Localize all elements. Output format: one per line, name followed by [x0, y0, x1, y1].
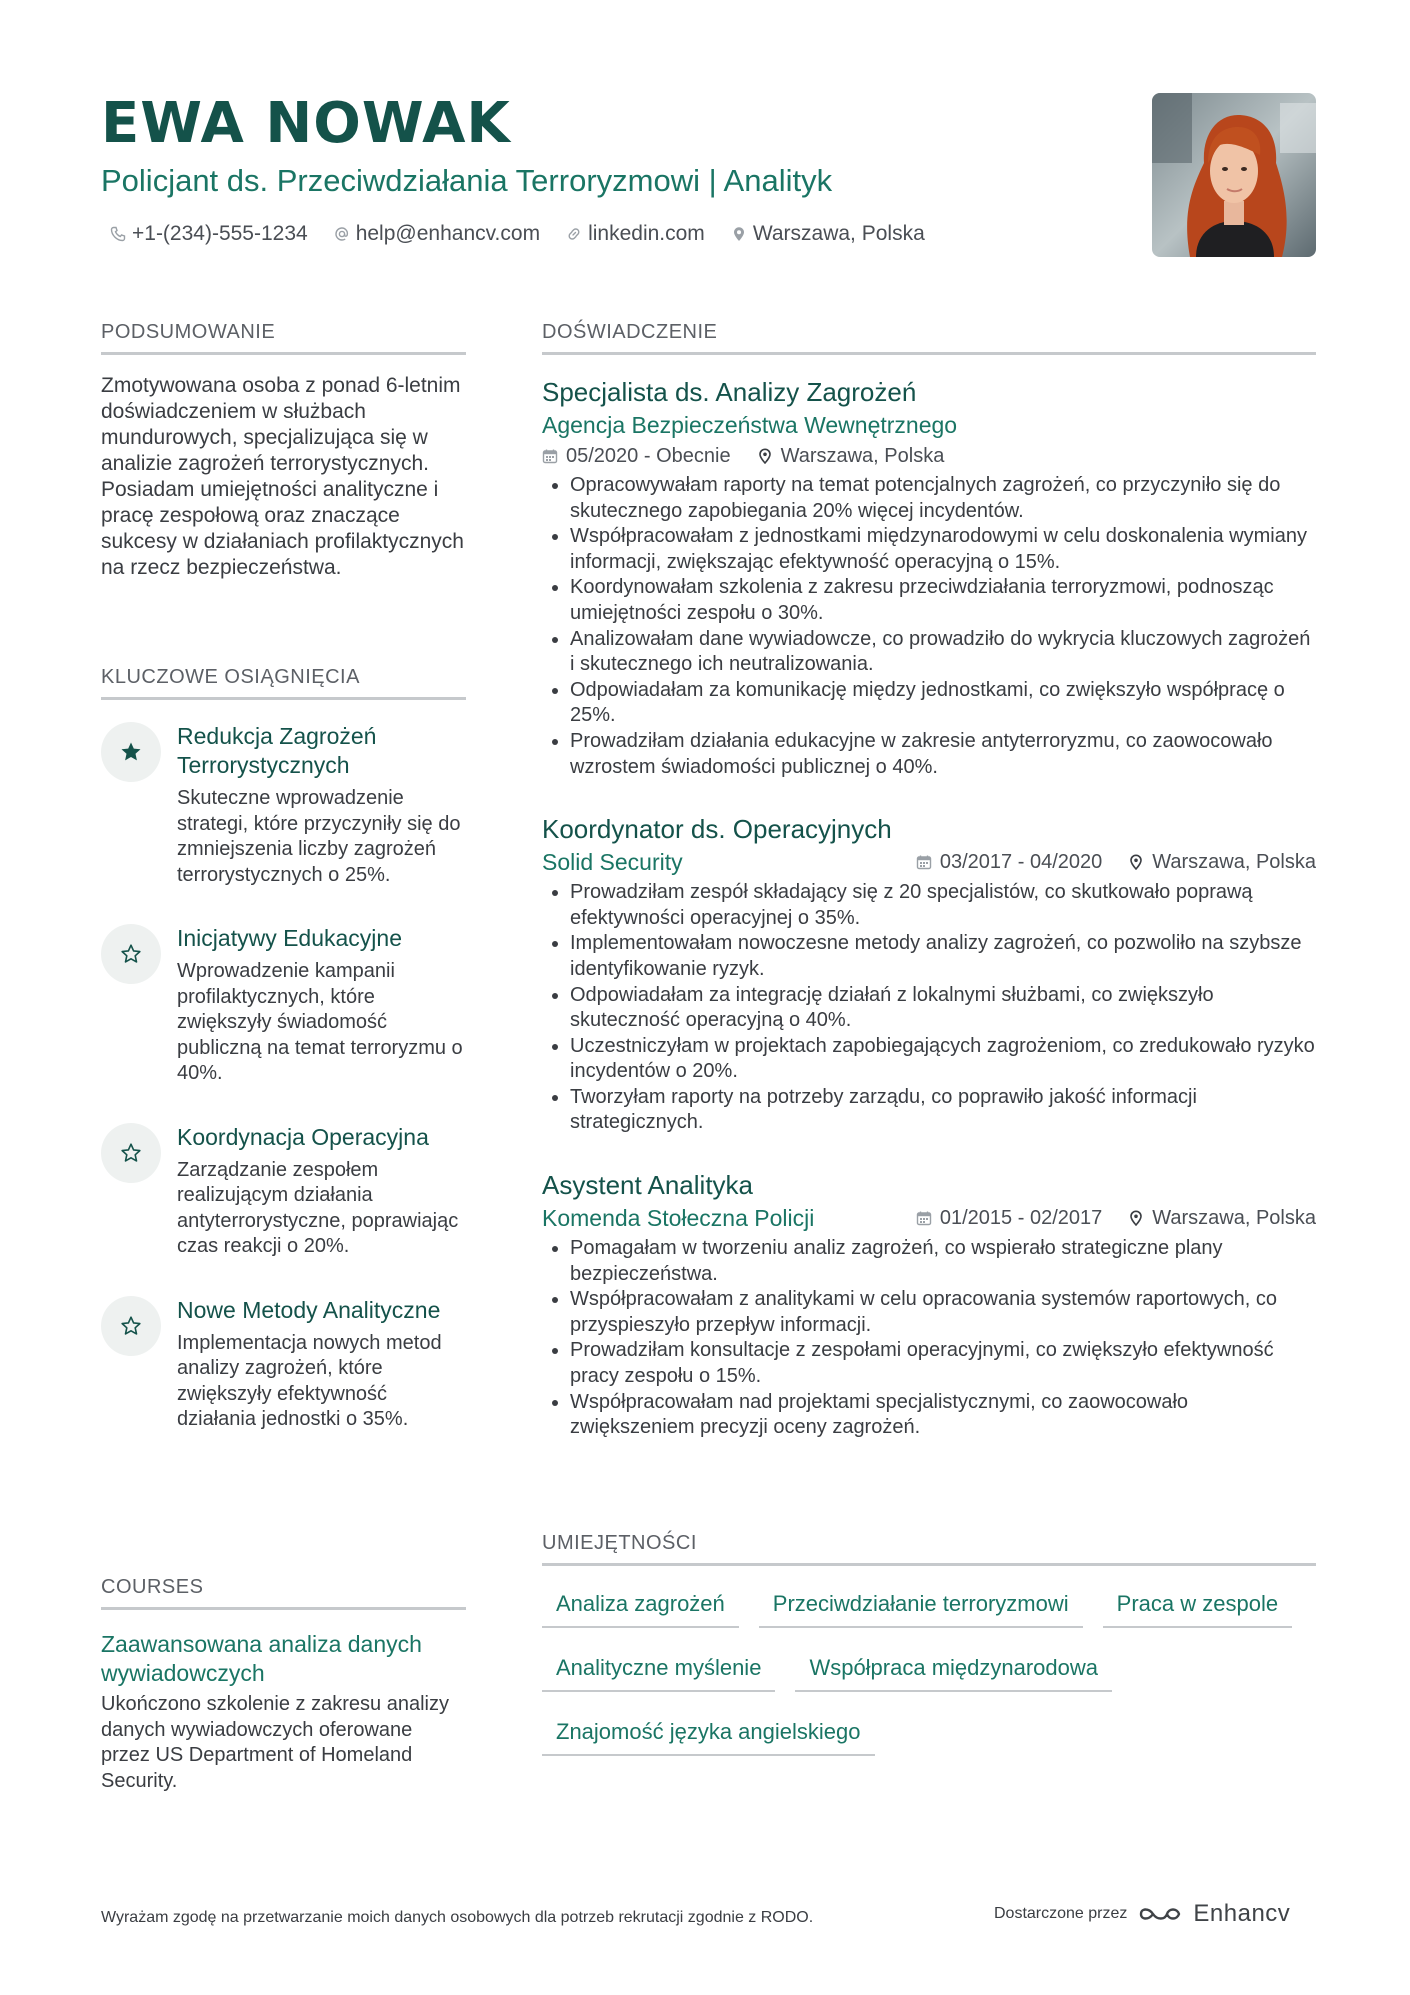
summary-text: Zmotywowana osoba z ponad 6-letnim doświadczeniem w służbach mundurowych, specjalizująca się w analizie zagrożeń terrorystycznych. Posiadam umiejętności analityczne i pracę zespołową oraz znaczące sukcesy w działaniach profilaktycznych na rzecz bezpieczeństwa. [101, 374, 464, 579]
achievement-item [101, 1123, 466, 1260]
job-bullets [542, 880, 1316, 1136]
powered-by-label: Dostarczone przez [994, 1905, 1128, 1922]
contact-location [731, 218, 925, 250]
achievements-title: KLUCZOWE OSIĄGNIĘCIA [101, 663, 466, 700]
location-pin-icon [1128, 1210, 1144, 1226]
contact-phone [110, 218, 308, 250]
job-bullet: • Opracowywałam raporty na temat potencjalnych zagrożeń, co przyczyniło się do skutecznego zapobiegania 20% więcej incydentów. [570, 473, 1316, 524]
course-title: Zaawansowana analiza danych wywiadowczych [101, 1631, 422, 1686]
job-company: Agencja Bezpieczeństwa Wewnętrznego [542, 412, 958, 438]
location-pin-icon [1128, 854, 1144, 870]
job-location-text: Warszawa, Polska [1152, 851, 1316, 874]
achievement-icon-badge [101, 1296, 161, 1356]
star-outline-icon [119, 1314, 143, 1338]
achievement-title: Inicjatywy Edukacyjne [177, 925, 402, 951]
calendar-icon [542, 448, 558, 464]
job-location-text: Warszawa, Polska [1152, 1207, 1316, 1230]
job-meta [916, 1203, 1316, 1233]
job-location [1128, 1203, 1316, 1233]
job-entry [542, 812, 1316, 1136]
skill-tag: Analityczne myślenie [542, 1648, 775, 1692]
job-dates-text: 05/2020 - Obecnie [566, 445, 731, 467]
contact-linkedin-text[interactable]: linkedin.com [588, 222, 705, 245]
summary-title: PODSUMOWANIE [101, 318, 466, 355]
star-outline-icon [119, 942, 143, 966]
link-icon [566, 226, 582, 242]
brand-name: Enhancv [1193, 1900, 1291, 1927]
contact-phone-text: +1-(234)-555-1234 [132, 222, 308, 245]
job-location [757, 441, 945, 471]
job-bullet: • Implementowałam nowoczesne metody analizy zagrożeń, co pozwoliło na szybsze identyfikowanie ryzyk. [570, 931, 1316, 982]
location-pin-icon [731, 226, 747, 242]
skill-tag: Analiza zagrożeń [542, 1584, 739, 1628]
achievement-icon-badge [101, 1123, 161, 1183]
powered-by[interactable] [994, 1900, 1290, 1928]
contact-email[interactable] [334, 218, 540, 250]
contact-email-text[interactable]: help@enhancv.com [355, 222, 541, 245]
achievement-desc: Implementacja nowych metod analizy zagrożeń, które zwiększyły efektywność działania jednostki o 35%. [177, 1331, 442, 1430]
job-title: Asystent Analityka [542, 1170, 753, 1201]
job-title: Specjalista ds. Analizy Zagrożeń [542, 377, 917, 407]
job-bullet: • Odpowiadałam za komunikację między jednostkami, co zwiększyło współpracę o 25%. [570, 678, 1316, 729]
consent-note: Wyrażam zgodę na przetwarzanie moich danych osobowych dla potrzeb rekrutacji zgodnie z RODO. [101, 1909, 814, 1926]
skill-tag: Praca w zespole [1103, 1584, 1292, 1628]
calendar-icon [916, 1210, 932, 1226]
contact-location-text: Warszawa, Polska [752, 222, 925, 245]
job-dates [916, 847, 1102, 877]
achievement-desc: Wprowadzenie kampanii profilaktycznych, które zwiększyły świadomość publiczną na temat terroryzmu o 40%. [177, 960, 463, 1084]
skill-tag: Przeciwdziałanie terroryzmowi [759, 1584, 1083, 1628]
job-dates [916, 1203, 1102, 1233]
contact-linkedin[interactable] [566, 218, 705, 250]
calendar-icon [916, 854, 932, 870]
job-company: Solid Security [542, 849, 683, 876]
job-bullet: • Prowadziłam zespół składający się z 20 specjalistów, co skutkowało poprawą efektywności operacyjnej o 35%. [570, 880, 1316, 931]
job-entry [542, 375, 1316, 780]
headline: Policjant ds. Przeciwdziałania Terroryzmowi | Analityk [101, 163, 833, 198]
achievement-item [101, 722, 466, 888]
achievement-item [101, 924, 466, 1087]
job-bullet: • Tworzyłam raporty na potrzeby zarządu, co poprawiło jakość informacji strategicznych. [570, 1085, 1316, 1136]
summary-section [101, 318, 466, 581]
job-bullet: • Współpracowałam z analitykami w celu opracowania systemów raportowych, co przyspieszyło przepływ informacji. [570, 1287, 1316, 1338]
courses-title: COURSES [101, 1573, 466, 1610]
phone-icon [110, 226, 126, 242]
job-bullet: • Współpracowałam nad projektami specjalistycznymi, co zaowocowało zwiększeniem precyzji oceny zagrożeń. [570, 1390, 1316, 1441]
course-desc: Ukończono szkolenie z zakresu analizy danych wywiadowczych oferowane przez US Department of Homeland Security. [101, 1693, 449, 1792]
achievements-section [101, 663, 466, 1433]
achievement-desc: Zarządzanie zespołem realizującym działania antyterrorystyczne, poprawiając czas reakcji o 20%. [177, 1158, 459, 1257]
job-bullet: • Uczestniczyłam w projektach zapobiegających zagrożeniom, co zredukowało ryzyko incydentów o 20%. [570, 1034, 1316, 1085]
star-outline-icon [119, 1141, 143, 1165]
candidate-name: EWA NOWAK [101, 91, 511, 156]
enhancv-logo-icon [1137, 1902, 1183, 1926]
achievement-icon-badge [101, 722, 161, 782]
courses-section [101, 1573, 466, 1794]
job-meta [916, 847, 1316, 877]
job-bullet: • Pomagałam w tworzeniu analiz zagrożeń, co wspierało strategiczne plany bezpieczeństwa. [570, 1236, 1316, 1287]
job-title: Koordynator ds. Operacyjnych [542, 814, 892, 845]
experience-section [542, 318, 1316, 1441]
profile-photo [1152, 93, 1316, 257]
job-bullet: • Analizowałam dane wywiadowcze, co prowadziło do wykrycia kluczowych zagrożeń i skutecznego ich neutralizowania. [570, 627, 1316, 678]
job-bullet: • Prowadziłam konsultacje z zespołami operacyjnymi, co zwiększyło efektywność pracy zespołu o 15%. [570, 1338, 1316, 1389]
job-company: Komenda Stołeczna Policji [542, 1205, 815, 1232]
skills-section [542, 1529, 1316, 1756]
job-entry [542, 1168, 1316, 1441]
skills-list [542, 1584, 1316, 1756]
skill-tag: Znajomość języka angielskiego [542, 1712, 875, 1756]
achievement-item [101, 1296, 466, 1433]
job-dates [542, 441, 731, 471]
location-pin-icon [757, 448, 773, 464]
job-meta [542, 441, 1316, 471]
at-icon [334, 226, 350, 242]
job-dates-text: 01/2015 - 02/2017 [939, 1207, 1103, 1230]
achievement-desc: Skuteczne wprowadzenie strategi, które przyczyniły się do zmniejszenia liczby zagrożeń terrorystycznych o 25%. [177, 787, 461, 886]
job-bullet: • Współpracowałam z jednostkami międzynarodowymi w celu doskonalenia wymiany informacji, zwiększając efektywność operacyjną o 15%. [570, 524, 1316, 575]
job-location [1128, 847, 1316, 877]
achievement-title: Nowe Metody Analityczne [177, 1296, 441, 1323]
skills-title: UMIEJĘTNOŚCI [542, 1529, 1316, 1566]
achievement-title: Koordynacja Operacyjna [177, 1123, 429, 1150]
skill-tag: Współpraca międzynarodowa [795, 1648, 1112, 1692]
job-bullet: • Odpowiadałam za integrację działań z lokalnymi służbami, co zwiększyło skuteczność operacyjną o 40%. [570, 983, 1316, 1034]
job-bullet: • Prowadziłam działania edukacyjne w zakresie antyterroryzmu, co zaowocowało wzrostem świadomości publicznej o 40%. [570, 729, 1316, 780]
job-bullets [542, 1236, 1316, 1441]
job-location-text: Warszawa, Polska [780, 445, 945, 467]
job-dates-text: 03/2017 - 04/2020 [939, 851, 1103, 874]
contact-bar [110, 218, 925, 250]
job-bullets [542, 473, 1316, 780]
achievement-icon-badge [101, 924, 161, 984]
job-bullet: • Koordynowałam szkolenia z zakresu przeciwdziałania terroryzmowi, podnosząc umiejętności zespołu o 30%. [570, 575, 1316, 626]
experience-title: DOŚWIADCZENIE [542, 318, 1316, 355]
star-filled-icon [119, 740, 143, 764]
achievement-title: Redukcja Zagrożeń Terrorystycznych [177, 723, 377, 778]
